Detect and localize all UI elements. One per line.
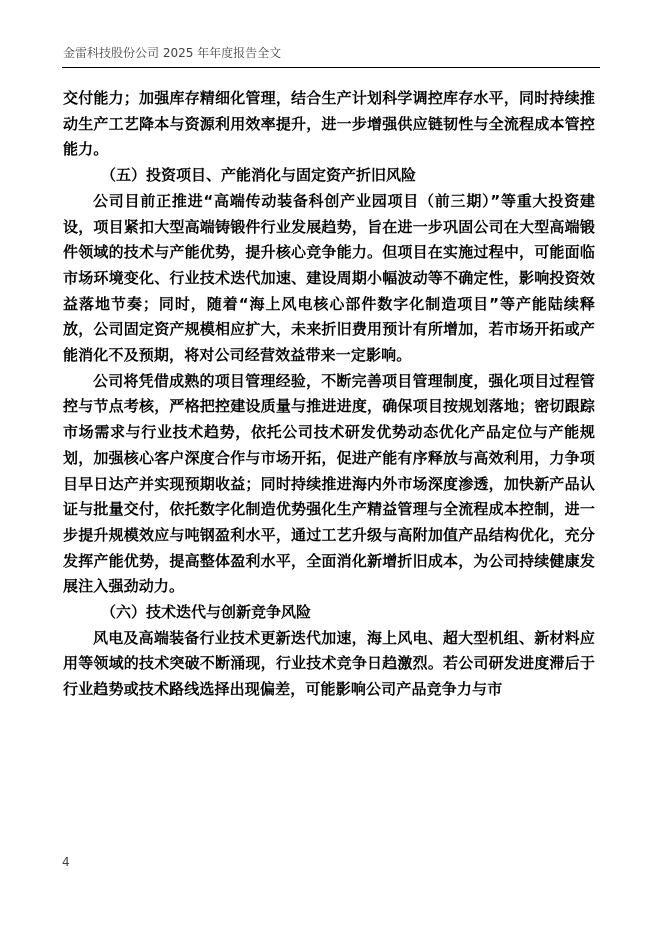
paragraph-mitigation-measures: 公司将凭借成熟的项目管理经验，不断完善项目管理制度，强化项目过程管控与节点考核，严格把控建设质量与推进进度，确保项目按规划落地；密切跟踪市场需求与行业技术趋势，依托公司技术研发优势动态优化产品定位与产能规划，加强核心客户深度合作与市场开拓，促进产能有序释放与高效利用，力争项目早日达产并实现预期收益；同时持续推进海内外市场深度渗透，加快新产品认证与批量交付，依托数字化制造优势强化生产精益管理与全流程成本控制，进一步提升规模效应与吨钢盈利水平，通过工艺升级与高附加值产品结构优化，充分发挥产能优势，提高整体盈利水平，全面消化新增折旧成本，为公司持续健康发展注入强劲动力。 — [63, 371, 595, 596]
document-body — [63, 86, 595, 703]
paragraph-tech-competition-risk: 风电及高端装备行业技术更新迭代加速，海上风电、超大型机组、新材料应用等领域的技术突破不断涌现，行业技术竞争日趋激烈。若公司研发进度滞后于行业趋势或技术路线选择出现偏差，可能影响公司产品竞争力与市 — [63, 628, 595, 699]
page-header-title: 金雷科技股份公司 2025 年年度报告全文 — [63, 46, 282, 60]
paragraph-continued: 交付能力；加强库存精细化管理，结合生产计划科学调控库存水平，同时持续推动生产工艺降本与资源利用效率提升，进一步增强供应链韧性与全流程成本管控能力。 — [63, 89, 595, 159]
section-heading-6: （六）技术迭代与创新竞争风险 — [101, 603, 312, 622]
section-heading-5: （五）投资项目、产能消化与固定资产折旧风险 — [101, 166, 417, 185]
page-number: 4 — [62, 855, 70, 869]
paragraph-investment-risk: 公司目前正推进“高端传动装备科创产业园项目（前三期）”等重大投资建设，项目紧扣大型高端铸锻件行业发展趋势，旨在进一步巩固公司在大型高端锻件领域的技术与产能优势，提升核心竞争能力。但项目在实施过程中，可能面临市场环境变化、行业技术迭代加速、建设周期小幅波动等不确定性，影响投资效益落地节奏；同时，随着“海上风电核心部件数字化制造项目”等产能陆续释放，公司固定资产规模相应扩大，未来折旧费用预计有所增加，若市场开拓或产能消化不及预期，将对公司经营效益带来一定影响。 — [63, 191, 595, 365]
header-divider — [62, 67, 600, 68]
